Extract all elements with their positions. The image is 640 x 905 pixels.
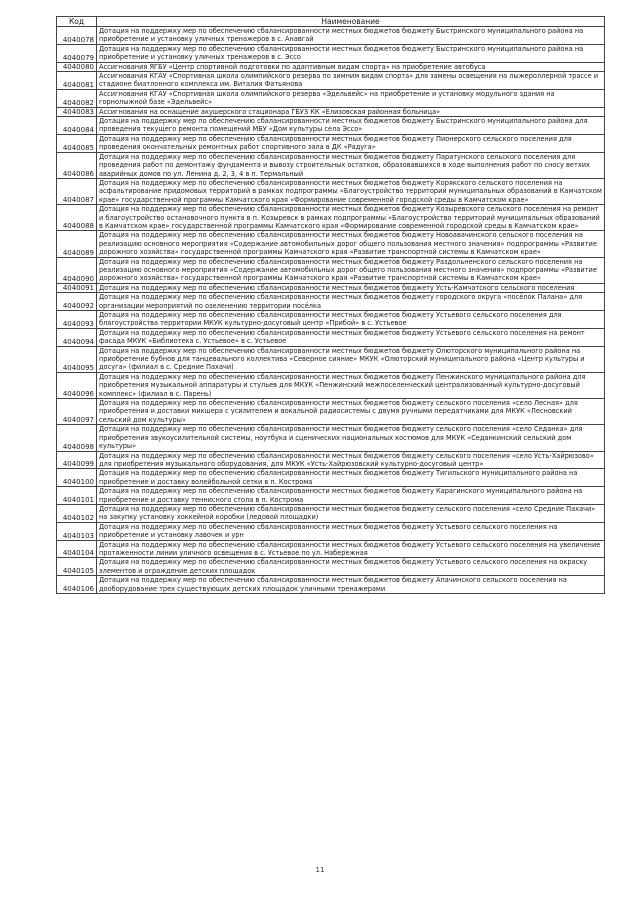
table-row (57, 311, 605, 329)
row-name: Дотация на поддержку мер по обеспечению сбалансированности местных бюджетов бюджету Козыревского сельского поселения на ремонт и благоустройство остановочного пункта в п. Козыревск в рамках подпрограммы «Благоустройство территорий муниципальных образований в Камчатском крае» государственной программы Камчатского края «Формирование современной городской среды в Камчатском крае» (97, 205, 605, 231)
row-code: 4040106 (57, 576, 97, 594)
table-row (57, 117, 605, 135)
table-row (57, 399, 605, 425)
table-row (57, 451, 605, 469)
table-row (57, 257, 605, 283)
row-code: 4040081 (57, 72, 97, 90)
row-code: 4040096 (57, 372, 97, 398)
row-name: Дотация на поддержку мер по обеспечению сбалансированности местных бюджетов бюджету Карагинского муниципального района на приобретение и доставку теннисного стола в п. Кострома (97, 487, 605, 505)
row-name: Дотация на поддержку мер по обеспечению сбалансированности местных бюджетов бюджету Быстринского муниципального района для проведения текущего ремонта помещений МБУ «Дом культуры села Эссо» (97, 117, 605, 135)
document-page (56, 16, 604, 594)
table-row (57, 558, 605, 576)
row-name: Дотация на поддержку мер по обеспечению сбалансированности местных бюджетов бюджету Быстринского муниципального района на приобретение и установку уличных тренажеров в с. Анавгай (97, 27, 605, 45)
row-name: Ассигнования КГАУ «Спортивная школа олимпийского резерва по зимним видам спорта» для замены освещения на лыжероллерной трассе и стадионе биатлонного комплекса им. Виталия Фатьянова (97, 72, 605, 90)
row-name: Дотация на поддержку мер по обеспечению сбалансированности местных бюджетов бюджету городского округа «посёлок Палана» для организации мероприятий по озеленению территории посёлка (97, 293, 605, 311)
row-code: 4040095 (57, 346, 97, 372)
table-row (57, 178, 605, 204)
row-code: 4040089 (57, 231, 97, 257)
row-code: 4040093 (57, 311, 97, 329)
table-row (57, 107, 605, 116)
table-row (57, 576, 605, 594)
row-code: 4040088 (57, 205, 97, 231)
table-row (57, 504, 605, 522)
row-code: 4040090 (57, 257, 97, 283)
row-name: Дотация на поддержку мер по обеспечению сбалансированности местных бюджетов бюджету Паратунского сельского поселения для проведения работ по демонтажу фундамента и вывозу строительных остатков, образовавшихся в ходе выполнения работ по сносу ветхих аварийных домов по ул. Ленина д. 2, 3, 4 в п. Термальный (97, 152, 605, 178)
table-row (57, 231, 605, 257)
table-row (57, 27, 605, 45)
row-code: 4040101 (57, 487, 97, 505)
row-code: 4040083 (57, 107, 97, 116)
row-code: 4040102 (57, 504, 97, 522)
row-name: Дотация на поддержку мер по обеспечению сбалансированности местных бюджетов бюджету Апачинского сельского поселения на дооборудование трех существующих детских площадок уличными тренажерами (97, 576, 605, 594)
table-row (57, 205, 605, 231)
row-code: 4040087 (57, 178, 97, 204)
row-name: Ассигнования ЯГБУ «Центр спортивной подготовки по адаптивным видам спорта» на приобретение автобуса (97, 62, 605, 71)
row-code: 4040085 (57, 134, 97, 152)
table-header-row (57, 17, 605, 27)
row-code: 4040082 (57, 89, 97, 107)
row-name: Дотация на поддержку мер по обеспечению сбалансированности местных бюджетов бюджету Устьевого сельского поселения на увеличение протяженности линии уличного освещения в с. Устьевое по ул. Набережная (97, 540, 605, 558)
row-name: Дотация на поддержку мер по обеспечению сбалансированности местных бюджетов бюджету Устьевого сельского поселения на ремонт фасада МКУК «Библиотека с. Устьевое» в с. Устьевое (97, 328, 605, 346)
table-row (57, 44, 605, 62)
codes-table (56, 16, 605, 594)
table-row (57, 487, 605, 505)
row-code: 4040091 (57, 283, 97, 292)
table-row (57, 72, 605, 90)
row-name: Дотация на поддержку мер по обеспечению сбалансированности местных бюджетов бюджету сельского поселения «село Лесная» для приобретения и доставки микшера с усилителем и вокальной радиосистемы с двумя ручными передатчиками для МКУК «Лесновский сельский дом культуры» (97, 399, 605, 425)
table-row (57, 134, 605, 152)
table-row (57, 283, 605, 292)
row-name: Дотация на поддержку мер по обеспечению сбалансированности местных бюджетов бюджету Устьевого сельского поселения на окраску элементов и ограждение детских площадок (97, 558, 605, 576)
table-row (57, 328, 605, 346)
row-name: Дотация на поддержку мер по обеспечению сбалансированности местных бюджетов бюджету Олюторского муниципального района на приобретение бубнов для танцевального коллектива «Северное сияние» МКУК «Олюторский муниципального района «Центр культуры и досуга» (филиал в с. Средние Пахачи) (97, 346, 605, 372)
page-number: 11 (315, 866, 325, 874)
table-row (57, 293, 605, 311)
row-name: Дотация на поддержку мер по обеспечению сбалансированности местных бюджетов бюджету Устьевого сельского поселения на приобретение и установку лавочек и урн (97, 522, 605, 540)
row-name: Дотация на поддержку мер по обеспечению сбалансированности местных бюджетов бюджету Раздольненского сельского поселения на реализацию основного мероприятия «Содержание автомобильных дорог общего пользования местного значения» подпрограммы «Развитие дорожного хозяйства» государственной программы Камчатского края «Развитие транспортной системы в Камчатском крае» (97, 257, 605, 283)
row-code: 4040099 (57, 451, 97, 469)
row-name: Дотация на поддержку мер по обеспечению сбалансированности местных бюджетов бюджету Тигильского муниципального района на приобретение и доставку волейбольной сетки в п. Кострома (97, 469, 605, 487)
row-name: Ассигнования на оснащение акушерского стационара ГБУЗ КК «Елизовская районная больница» (97, 107, 605, 116)
row-code: 4040100 (57, 469, 97, 487)
row-code: 4040098 (57, 425, 97, 451)
table-row (57, 372, 605, 398)
row-name: Ассигнования КГАУ «Спортивная школа олимпийского резерва «Эдельвейс» на приобретение и установку модульного здания на горнолыжной базе «Эдельвейс» (97, 89, 605, 107)
row-name: Дотация на поддержку мер по обеспечению сбалансированности местных бюджетов бюджету Новоавачинского сельского поселения на реализацию основного мероприятия «Содержание автомобильных дорог общего пользования местного значения» подпрограммы «Развитие дорожного хозяйства» государственной программы Камчатского края «Развитие транспортной системы в Камчатском крае» (97, 231, 605, 257)
row-name: Дотация на поддержку мер по обеспечению сбалансированности местных бюджетов бюджету Быстринского муниципального района на приобретение и установку уличных тренажеров в с. Эссо (97, 44, 605, 62)
row-code: 4040084 (57, 117, 97, 135)
row-code: 4040086 (57, 152, 97, 178)
table-row (57, 152, 605, 178)
table-row (57, 469, 605, 487)
table-row (57, 425, 605, 451)
row-code: 4040092 (57, 293, 97, 311)
code-column-header: Код (57, 17, 97, 27)
table-row (57, 89, 605, 107)
row-name: Дотация на поддержку мер по обеспечению сбалансированности местных бюджетов бюджету сельского поселения «село Усть-Хайрюзово» для приобретения музыкального оборудования, для МКУК «Усть-Хайрюзовский культурно-досуговый центр» (97, 451, 605, 469)
name-column-header: Наименование (97, 17, 605, 27)
row-code: 4040079 (57, 44, 97, 62)
table-row (57, 522, 605, 540)
row-name: Дотация на поддержку мер по обеспечению сбалансированности местных бюджетов бюджету Пионерского сельского поселения для проведения окончательных ремонтных работ спортивного зала в ДК «Радуга» (97, 134, 605, 152)
row-code: 4040103 (57, 522, 97, 540)
row-code: 4040105 (57, 558, 97, 576)
row-code: 4040080 (57, 62, 97, 71)
row-name: Дотация на поддержку мер по обеспечению сбалансированности местных бюджетов бюджету сельского поселения «село Седанка» для приобретения звукоусилительной системы, ноутбука и сценических национальных костюмов для МКУК «Седанкинский сельский дом культуры» (97, 425, 605, 451)
row-name: Дотация на поддержку мер по обеспечению сбалансированности местных бюджетов бюджету Пенжинского муниципального района для приобретения музыкальной аппаратуры и стульев для МКУК «Пенжинский межпоселенческий централизованный культурно-досуговый комплекс» (филиал в с. Парень) (97, 372, 605, 398)
row-code: 4040094 (57, 328, 97, 346)
table-row (57, 62, 605, 71)
row-name: Дотация на поддержку мер по обеспечению сбалансированности местных бюджетов бюджету сельского поселения «село Средние Пахачи» на закупку установку хоккейной коробки (ледовой площадки) (97, 504, 605, 522)
table-row (57, 540, 605, 558)
row-name: Дотация на поддержку мер по обеспечению сбалансированности местных бюджетов бюджету Устьевого сельского поселения для благоустройства территории МКУК культурно-досуговый центр «Прибой» в с. Устьевое (97, 311, 605, 329)
row-code: 4040097 (57, 399, 97, 425)
row-name: Дотация на поддержку мер по обеспечению сбалансированности местных бюджетов бюджету Усть-Камчатского сельского поселения (97, 283, 605, 292)
table-row (57, 346, 605, 372)
row-code: 4040078 (57, 27, 97, 45)
row-name: Дотация на поддержку мер по обеспечению сбалансированности местных бюджетов бюджету Корякского сельского поселения на асфальтирование придомовых территорий в рамках подпрограммы «Благоустройство территорий муниципальных образований в Камчатском крае» государственной программы Камчатского края «Формирование современной городской среды в Камчатском крае» (97, 178, 605, 204)
row-code: 4040104 (57, 540, 97, 558)
